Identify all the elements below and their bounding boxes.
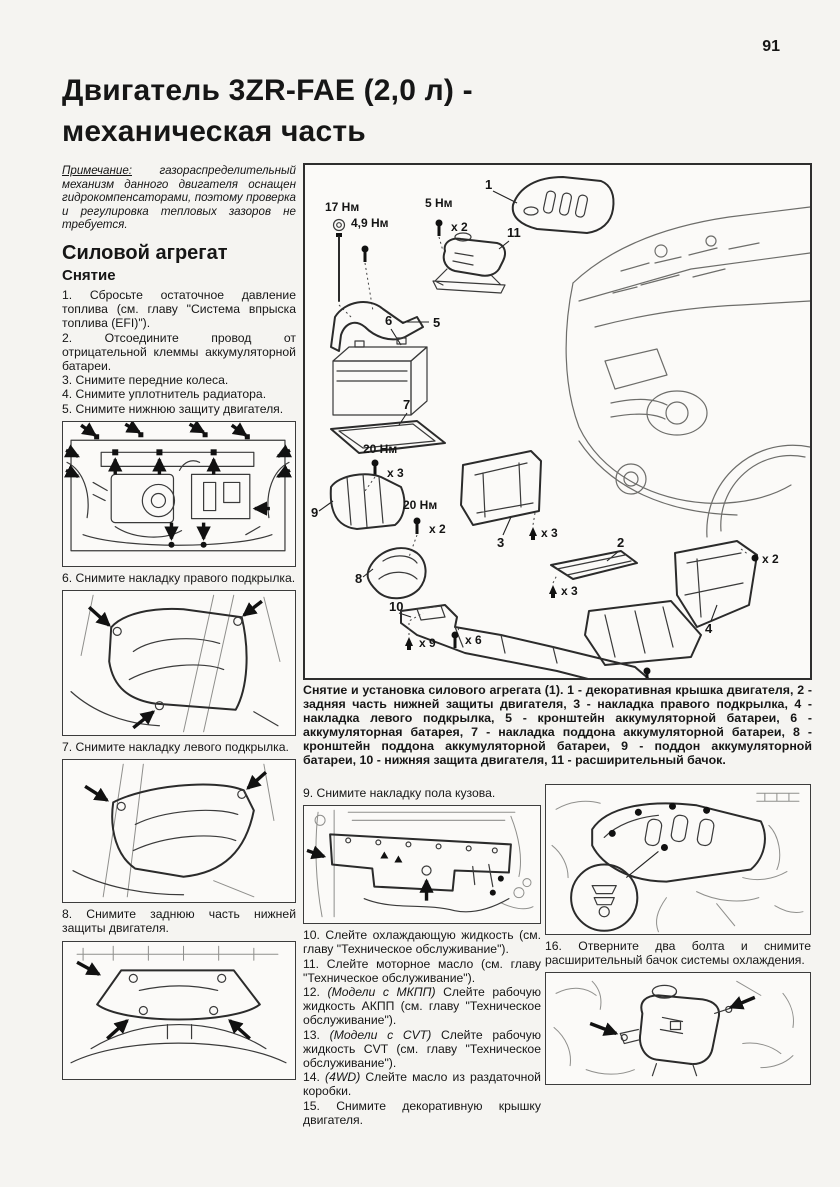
- quantity-label: x 3: [561, 584, 578, 598]
- floor-cover-illustration: [304, 806, 537, 923]
- torque-label: 17 Нм: [325, 200, 360, 214]
- step-item: 9. Снимите накладку пола кузова.: [303, 786, 496, 800]
- quantity-label: x 3: [387, 466, 404, 480]
- step-item: [303, 1028, 541, 1071]
- note-text: газораспределительный механизм данного двигателя оснащен гидрокомпенсаторами, поэтому проверка и регулировка тепловых зазоров не требуется.: [62, 164, 296, 232]
- part-number: 9: [311, 505, 319, 520]
- part-2-rear-cover: [549, 535, 701, 678]
- step-item: 2. Отсоедините провод от отрицательной клеммы аккумуляторной батареи.: [62, 330, 296, 373]
- torque-label: 20 Нм: [363, 442, 398, 456]
- part-8-tray-bracket: [355, 548, 426, 598]
- figure-engine-cover-clips: [545, 784, 811, 935]
- figure-underbody-bolts: [62, 421, 296, 567]
- torque-label: 4,9 Нм: [351, 216, 389, 230]
- part-number: 7: [403, 397, 411, 412]
- step-condition: (Модели с МКПП): [327, 985, 436, 1000]
- part-number: 8: [355, 571, 363, 586]
- quantity-label: x 2: [451, 220, 468, 234]
- removal-arrows: [77, 962, 250, 1038]
- left-fender-liner-illustration: [63, 760, 293, 902]
- step-item: 15. Снимите декоративную крышку двигателя.: [303, 1098, 541, 1127]
- figure-rear-under-cover: [62, 941, 296, 1080]
- part-6-battery: [333, 313, 427, 415]
- step-text: Слейте рабочую жидкость CVT (см. главу "Техническое обслуживание").: [303, 1027, 541, 1071]
- quantity-label: x 2: [429, 522, 446, 536]
- section-heading: Силовой агрегат: [62, 241, 228, 264]
- clip-detail-inset: [571, 851, 658, 930]
- rear-under-cover-illustration: [63, 942, 293, 1079]
- part-9-battery-tray: [311, 474, 404, 529]
- right-column: [545, 779, 811, 1089]
- page-title: Двигатель 3ZR-FAE (2,0 л) - механическая часть: [62, 74, 473, 148]
- right-fender-liner-illustration: [63, 591, 293, 735]
- powertrain-exploded-illustration: [305, 165, 810, 678]
- part-3-right-liner: [461, 451, 558, 550]
- figure-floor-cover: [303, 805, 541, 924]
- part-number: 6: [385, 313, 393, 328]
- figure-right-fender-liner: [62, 590, 296, 736]
- torque-label: 5 Нм: [425, 196, 453, 210]
- torque-20nm-b-group: [403, 498, 446, 557]
- step-text: Слейте масло из раздаточной коробки.: [303, 1070, 541, 1099]
- step-item: 7. Снимите накладку левого подкрылка.: [62, 740, 289, 754]
- step-item: 3. Снимите передние колеса.: [62, 373, 229, 388]
- figure-left-fender-liner: [62, 759, 296, 903]
- step-item: 8. Снимите заднюю часть нижней защиты двигателя.: [62, 907, 296, 936]
- quantity-label: x 2: [762, 552, 779, 566]
- diagram-caption: Снятие и установка силового агрегата (1). 1 - декоративная крышка двигателя, 2 - задняя часть нижней защиты двигателя, 3 - накладка правого подкрылка, 4 - накладка левого подкрылка, 5 - кронштейн аккумуляторной батареи, 6 - аккумуляторная батарея, 7 - накладка поддона аккумуляторной батареи, 8 - кронштейн поддона аккумуляторной батареи, 9 - поддон аккумуляторной батареи, 10 - нижняя защита двигателя, 11 - расширительный бачок.: [303, 683, 812, 767]
- step-condition: (Модели с CVT): [329, 1027, 432, 1042]
- part-number: 10: [389, 599, 404, 614]
- part-number: 1: [485, 177, 493, 192]
- torque-label: 20 Нм: [403, 498, 438, 512]
- part-number: 5: [433, 315, 441, 330]
- expansion-tank-illustration: [546, 973, 808, 1084]
- step-item: 10. Слейте охлаждающую жидкость (см. главу "Техническое обслуживание").: [303, 928, 541, 957]
- step-number: 13.: [303, 1027, 320, 1042]
- step-item: 11. Слейте моторное масло (см. главу "Техническое обслуживание").: [303, 956, 541, 985]
- step-number: 12.: [303, 985, 320, 1000]
- left-column: [62, 164, 296, 1084]
- step-item: [303, 985, 541, 1028]
- note-label: Примечание:: [62, 164, 132, 177]
- removal-arrows: [307, 851, 427, 901]
- note-paragraph: [62, 164, 296, 232]
- part-11-expansion-tank: [433, 225, 521, 293]
- step-number: 14.: [303, 1070, 320, 1085]
- step-item: 4. Снимите уплотнитель радиатора.: [62, 387, 267, 402]
- part-number: 11: [507, 225, 521, 240]
- part-1-engine-cover: [485, 177, 614, 233]
- removal-arrows: [66, 424, 290, 538]
- step-item: 16. Отверните два болта и снимите расширительный бачок системы охлаждения.: [545, 939, 811, 968]
- part-number: 2: [617, 535, 625, 550]
- quantity-label: x 9: [419, 636, 436, 650]
- torque-49nm-group: [351, 216, 389, 311]
- quantity-label: x 6: [465, 633, 482, 647]
- car-front-sketch: [566, 207, 810, 537]
- step-item: 1. Сбросьте остаточное давление топлива (см. главу "Система впрыска топлива (EFI)").: [62, 287, 296, 331]
- section-subheading: Снятие: [62, 266, 116, 284]
- step-condition: (4WD): [325, 1070, 361, 1085]
- middle-column: [303, 786, 541, 1127]
- removal-arrows: [590, 998, 755, 1034]
- part-number: 4: [705, 621, 713, 636]
- page-number: 91: [762, 38, 780, 55]
- figure-expansion-tank: [545, 972, 811, 1085]
- step-item: 5. Снимите нижнюю защиту двигателя.: [62, 401, 284, 416]
- quantity-label: x 3: [541, 526, 558, 540]
- step-item: [303, 1070, 541, 1098]
- underbody-illustration: [63, 422, 293, 566]
- step-text: Слейте рабочую жидкость АКПП (см. главу "Техническое обслуживание").: [303, 985, 542, 1028]
- step-item: 6. Снимите накладку правого подкрылка.: [62, 570, 296, 585]
- part-number: 3: [497, 535, 505, 550]
- figure-powertrain-exploded: [303, 163, 812, 680]
- engine-cover-clips-illustration: [546, 785, 808, 934]
